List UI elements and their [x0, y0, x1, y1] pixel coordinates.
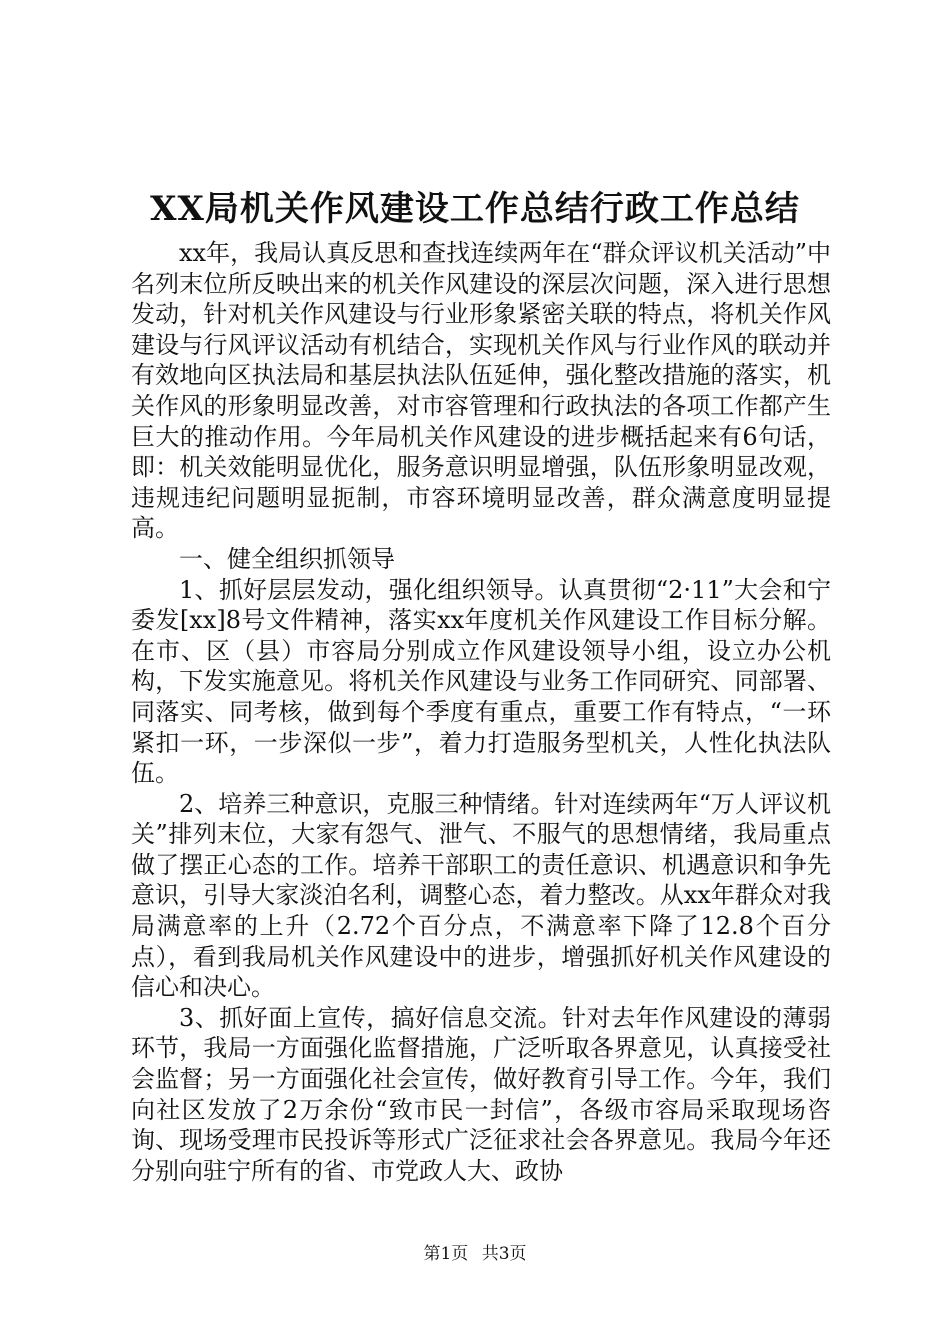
document-title: XX局机关作风建设工作总结行政工作总结 [150, 189, 800, 229]
paragraph-item-2: 2、培养三种意识，克服三种情绪。针对连续两年“万人评议机关”排列末位，大家有怨气、泄气、不服气的思想情绪，我局重点做了摆正心态的工作。培养干部职工的责任意识、机遇意识和争先意识，引导大家淡泊名利，调整心态，着力整改。从xx年群众对我局满意率的上升（2.72个百分点，不满意率下降了12.8个百分点），看到我局机关作风建设中的进步，增强抓好机关作风建设的信心和决心。 [131, 789, 831, 1002]
paragraph-item-3: 3、抓好面上宣传，搞好信息交流。针对去年作风建设的薄弱环节，我局一方面强化监督措施，广泛听取各界意见，认真接受社会监督；另一方面强化社会宣传，做好教育引导工作。今年，我们向社区发放了2万余份“致市民一封信”，各级市容局采取现场咨询、现场受理市民投诉等形式广泛征求社会各界意见。我局今年还分别向驻宁所有的省、市党政人大、政协 [131, 1003, 831, 1185]
paragraph-item-1: 1、抓好层层发动，强化组织领导。认真贯彻“2·11”大会和宁委发[xx]8号文件精神，落实xx年度机关作风建设工作目标分解。在市、区（县）市容局分别成立作风建设领导小组，设立办公机构，下发实施意见。将机关作风建设与业务工作同研究、同部署、同落实、同考核，做到每个季度有重点，重要工作有特点，“一环紧扣一环，一步深似一步”，着力打造服务型机关，人性化执法队伍。 [131, 575, 831, 788]
section-heading: 一、健全组织抓领导 [179, 544, 395, 573]
page-number: 第1页 [423, 1244, 469, 1264]
intro-paragraph: xx年，我局认真反思和查找连续两年在“群众评议机关活动”中名列末位所反映出来的机关作风建设的深层次问题，深入进行思想发动，针对机关作风建设与行业形象紧密关联的特点，将机关作风建设与行风评议活动有机结合，实现机关作风与行业作风的联动并有效地向区执法局和基层执法队伍延伸，强化整改措施的落实，机关作风的形象明显改善，对市容管理和行政执法的各项工作都产生巨大的推动作用。今年局机关作风建设的进步概括起来有6句话，即：机关效能明显优化，服务意识明显增强，队伍形象明显改观，违规违纪问题明显扼制，市容环境明显改善，群众满意度明显提高。 [131, 239, 831, 543]
document-body [131, 238, 831, 1186]
page-footer [0, 1242, 950, 1266]
page-total: 共3页 [481, 1244, 527, 1264]
